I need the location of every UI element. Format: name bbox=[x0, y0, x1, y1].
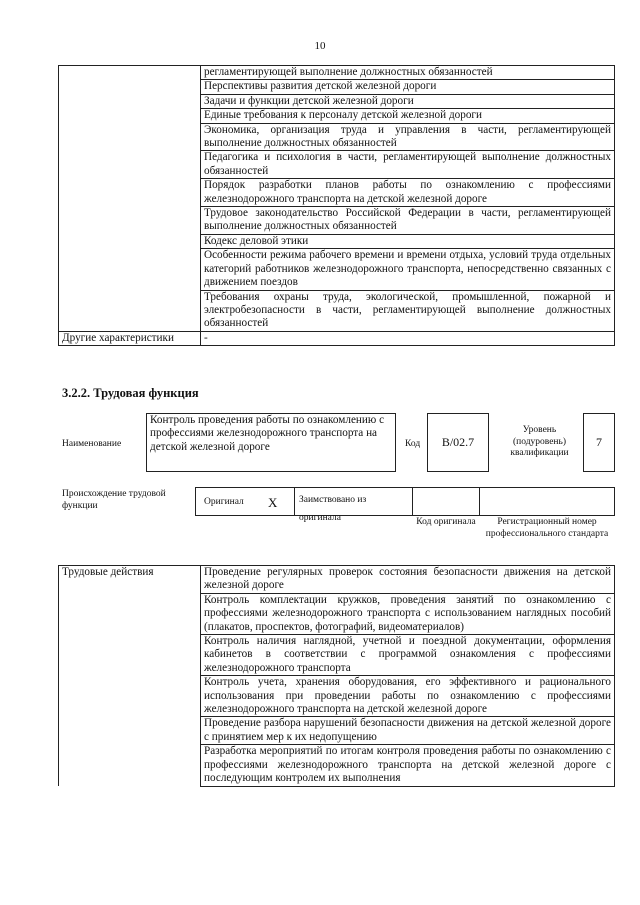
code-value: B/02.7 bbox=[441, 435, 475, 449]
knowledge-item: Трудовое законодательство Российской Федерации в части, регламентирующей выполнение должностных обязанностей bbox=[201, 207, 615, 235]
knowledge-item: Единые требования к персоналу детской железной дороги bbox=[201, 109, 615, 123]
other-characteristics-value: - bbox=[201, 331, 615, 345]
work-actions-table bbox=[58, 565, 615, 787]
section-title: 3.2.2. Трудовая функция bbox=[62, 386, 199, 400]
knowledge-item: Задачи и функции детской железной дороги bbox=[201, 94, 615, 108]
other-characteristics-label: Другие характеристики bbox=[59, 331, 201, 345]
knowledge-item: Требования охраны труда, экологической, промышленной, пожарной и электробезопасности в части, регламентирующей выполнение должностных обязанностей bbox=[201, 290, 615, 331]
original-label: Оригинал bbox=[204, 497, 244, 507]
function-name: Контроль проведения работы по ознакомлению с профессиями железнодорожного транспорта на детской железной дороге bbox=[150, 414, 385, 453]
function-name-box bbox=[146, 413, 396, 472]
reg-number-cell bbox=[479, 487, 615, 516]
knowledge-item: Перспективы развития детской железной дороги bbox=[201, 80, 615, 94]
level-box bbox=[583, 413, 615, 472]
origin-label: Происхождение трудовой функции bbox=[62, 489, 166, 511]
code-original-label: Код оригинала bbox=[416, 517, 476, 527]
level-label: Уровень (подуровень) квалификации bbox=[510, 425, 569, 458]
work-action-item: Проведение разбора нарушений безопасности движения на детской железной дороге с принятием мер к их недопущению bbox=[201, 717, 615, 745]
knowledge-item: Педагогика и психология в части, регламентирующей выполнение должностных обязанностей bbox=[201, 151, 615, 179]
work-action-item: Контроль учета, хранения оборудования, его эффективного и рационального использования при проведении работы по ознакомлению с профессиями железнодорожного транспорта на детской железной дороге bbox=[201, 676, 615, 717]
code-box bbox=[427, 413, 489, 472]
knowledge-item: регламентирующей выполнение должностных обязанностей bbox=[201, 66, 615, 80]
level-value: 7 bbox=[596, 435, 602, 449]
borrowed-cell bbox=[294, 487, 413, 523]
page-number: 10 bbox=[314, 40, 326, 52]
knowledge-item: Кодекс деловой этики bbox=[201, 234, 615, 248]
work-actions-label: Трудовые действия bbox=[59, 566, 201, 787]
code-original-cell bbox=[412, 487, 480, 516]
knowledge-item: Особенности режима рабочего времени и времени отдыха, условий труда отдельных категорий работников железнодорожного транспорта, непосредственно связанных с движением поездов bbox=[201, 249, 615, 290]
empty-label-cell bbox=[59, 66, 201, 332]
knowledge-item: Порядок разработки планов работы по ознакомлению с профессиями железнодорожного транспорта на детской железной дороге bbox=[201, 179, 615, 207]
work-action-item: Проведение регулярных проверок состояния безопасности движения на детской железной дороге bbox=[201, 566, 615, 594]
work-action-item: Разработка мероприятий по итогам контроля проведения работы по ознакомлению с профессиями железнодорожного транспорта на детской железной дороге с последующим контролем их выполнения bbox=[201, 745, 615, 786]
original-cell bbox=[195, 487, 295, 516]
work-action-item: Контроль комплектации кружков, проведения занятий по ознакомлению с профессиями железнодорожного транспорта с использованием наглядных пособий (плакатов, проспектов, фотографий, видеоматериалов) bbox=[201, 593, 615, 634]
reg-number-label: Регистрационный номер профессионального стандарта bbox=[485, 517, 609, 539]
work-action-item: Контроль наличия наглядной, учетной и поездной документации, оформления кабинетов в соответствии с программой ознакомления с профессиями железнодорожного транспорта bbox=[201, 635, 615, 676]
code-label: Код bbox=[405, 439, 421, 449]
name-label: Наименование bbox=[62, 439, 122, 449]
knowledge-item: Экономика, организация труда и управления в части, регламентирующей выполнение должностных обязанностей bbox=[201, 123, 615, 151]
borrowed-label: Заимствовано из оригинала bbox=[299, 495, 367, 523]
knowledge-table bbox=[58, 65, 615, 346]
original-mark: X bbox=[268, 495, 278, 510]
